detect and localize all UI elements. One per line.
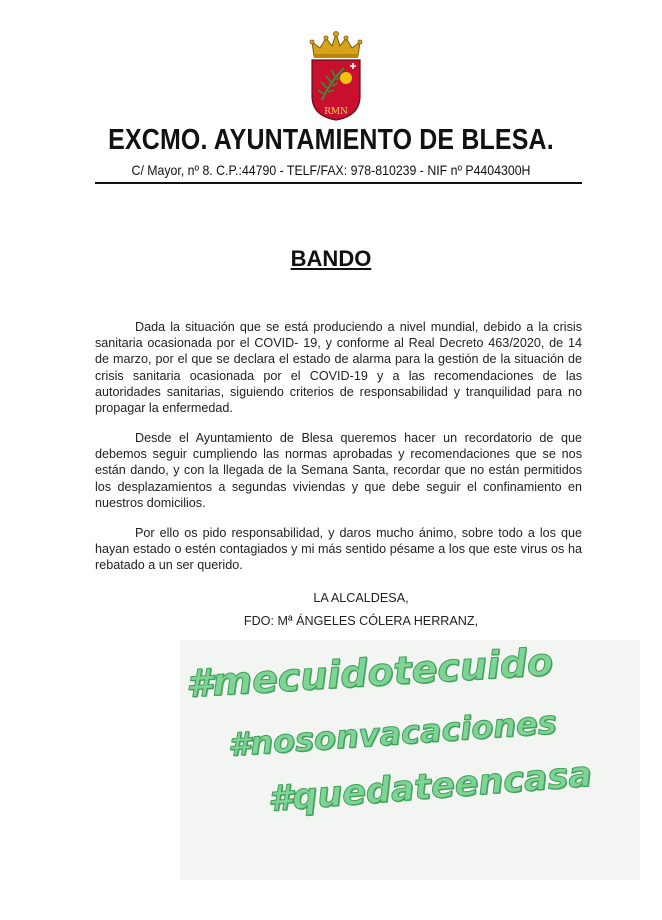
hashtag-quedateencasa: #quedateencasa xyxy=(266,754,594,820)
signature-role: LA ALCALDESA, xyxy=(313,591,409,605)
letterhead-divider xyxy=(95,182,582,184)
coat-of-arms xyxy=(306,30,366,122)
paragraph-2: Desde el Ayuntamiento de Blesa queremos hacer un recordatorio de que debemos seguir cumpliendo las normas aprobadas y recomendaciones que se nos están dando, y con la llegada de la Semana Santa, recordar que no están permitidos los desplazamientos a segundas viviendas y que debe seguir el confinamiento en nuestros domicilios. xyxy=(95,431,582,510)
letterhead-title: EXCMO. AYUNTAMIENTO DE BLESA. xyxy=(108,124,554,156)
crest-letters: RMN xyxy=(324,107,348,117)
document-heading: BANDO xyxy=(290,246,372,271)
paragraph-1: Dada la situación que se está produciendo a nivel mundial, debido a la crisis sanitaria ocasionada por el COVID- 19, y conforme al Real Decreto 463/2020, de 14 de marzo, por el que se declara el estado de alarma para la gestión de la situación de crisis sanitaria ocasionada por el COVID-19 y a las recomendaciones de las autoridades sanitarias, siguiendo criterios de responsabilidad y tranquilidad para no propagar la enfermedad. xyxy=(95,320,582,416)
paragraph-3: Por ello os pido responsabilidad, y daros mucho ánimo, sobre todo a los que hayan estado o estén contagiados y mi más sentido pésame a los que este virus os ha rebatado a un ser querido. xyxy=(95,526,582,573)
signature-name: FDO: Mª ÁNGELES CÓLERA HERRANZ, xyxy=(243,614,479,628)
letterhead-address: C/ Mayor, nº 8. C.P.:44790 - TELF/FAX: 978-810239 - NIF nº P4404300H xyxy=(131,162,531,178)
hashtag-nosonvacaciones: #nosonvacaciones xyxy=(226,703,558,764)
hashtag-mecuidotecuido: #mecuidotecuido xyxy=(184,639,555,706)
crown-icon xyxy=(310,32,362,59)
